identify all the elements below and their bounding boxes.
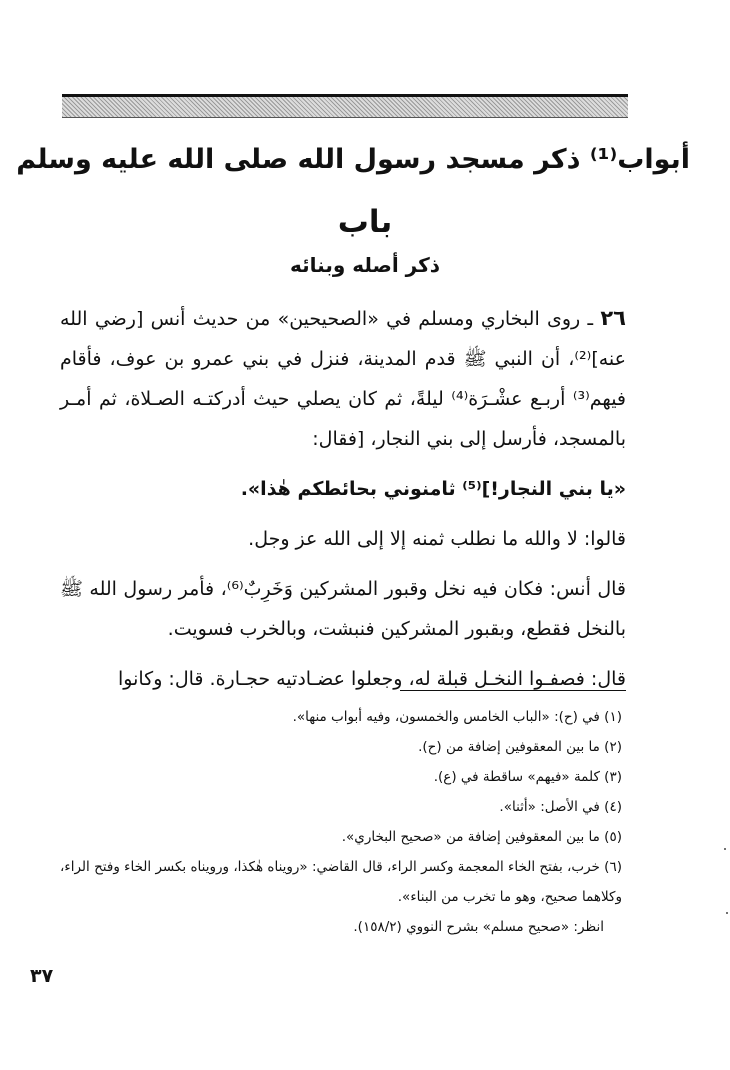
footnote-item: (١) في (ح): «الباب الخامس والخمسون، وفيه أبواب منها».	[292, 709, 622, 725]
paragraph-1-text: ـ روى البخاري ومسلم في «الصحيحين» من حديث أنس [رضي الله عنه]⁽²⁾، أن النبي ﷺ قدم المدينة، فنزل في بني عمرو بن عوف، فأقام فيهم⁽³⁾ أربـع عشْـرَة⁽⁴⁾ ليلةً، ثم كان يصلي حيث أدركتـه الصـلاة، ثم أمـر بالمسجد، فأرسل إلى بني النجار، [فقال:	[60, 308, 627, 450]
footnote-item: (٢) ما بين المعقوفين إضافة من (ح).	[418, 739, 622, 755]
paragraph-qibla: قال: فصفـوا النخـل قبلة له، وجعلوا عضـادتيه حجـارة. قال: وكانوا	[118, 668, 626, 690]
footnote-item: (٣) كلمة «فيهم» ساقطة في (ع).	[433, 769, 622, 785]
footnotes	[52, 702, 622, 942]
bab-title: باب	[337, 204, 393, 240]
paragraph-they-said: قالوا: لا والله ما نطلب ثمنه إلا إلى الله عز وجل.	[248, 528, 626, 550]
footnote-item: (٤) في الأصل: «أثنا».	[499, 799, 622, 815]
paragraph-anas-said: قال أنس: فكان فيه نخل وقبور المشركين وَخَرِبٌ⁽⁶⁾، فأمر رسول الله ﷺ بالنخل فقطع، وبقبور المشركين فنبشت، وبالخرب فسويت.	[60, 578, 626, 640]
footnote-item: (٦) خرب، بفتح الخاء المعجمة وكسر الراء، قال القاضي: «رويناه هٰكذا، ورويناه بكسر الخاء وفتح الراء، وكلاهما صحيح، وهو ما تخرب من البناء».	[60, 859, 622, 905]
paragraph-prophet-saying: «يا بني النجار!]⁽⁵⁾ ثامنوني بحائطكم هٰذا».	[240, 478, 626, 500]
footnote-item: (٥) ما بين المعقوفين إضافة من «صحيح البخاري».	[341, 829, 622, 845]
chapter-heading: أبواب⁽¹⁾ ذكر مسجد رسول الله صلى الله عليه وسلم	[16, 144, 690, 175]
paragraph-hadith-intro	[60, 298, 626, 459]
footnote-reference: انظر: «صحيح مسلم» بشرح النووي (١٥٨/٢).	[353, 919, 604, 935]
scan-speck	[724, 848, 726, 850]
hadith-number: ٢٦	[600, 306, 626, 330]
footnote-separator	[400, 690, 626, 691]
page-number: ٣٧	[30, 965, 54, 987]
decorative-header-band	[62, 94, 628, 118]
scan-speck	[726, 912, 728, 914]
bab-subtitle: ذكر أصله وبنائه	[290, 253, 440, 277]
main-text	[60, 298, 626, 699]
